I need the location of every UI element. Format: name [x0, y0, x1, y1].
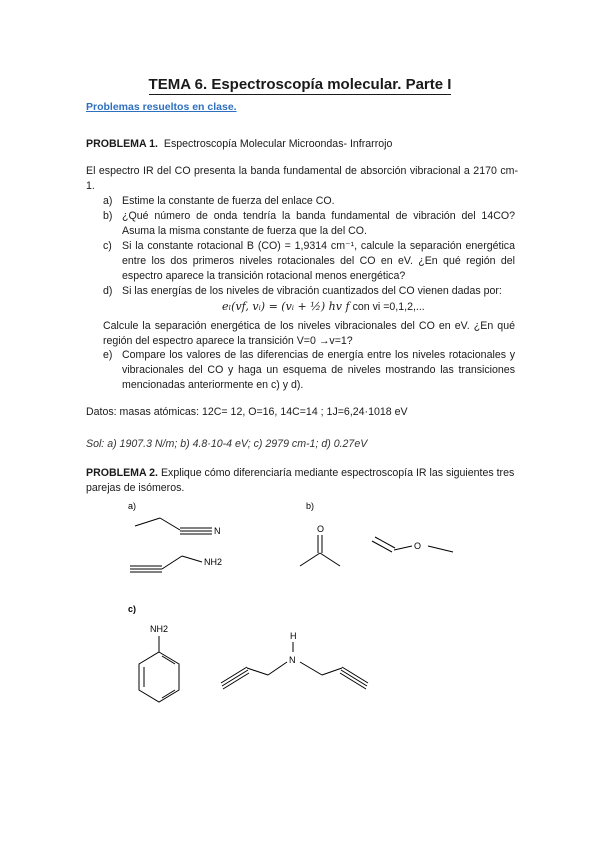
item-e-text: Compare los valores de las diferencias de energía entre los niveles rotacionales y vibracionales del CO y haga un esquema de niveles mostrando las transiciones mencionadas anteriormente en c) y d).	[122, 349, 515, 391]
problem1-intro: El espectro IR del CO presenta la banda fundamental de absorción vibracional a 2170 cm-1.	[86, 165, 518, 192]
part-b-label: b)	[306, 501, 315, 511]
page-title: TEMA 6. Espectroscopía molecular. Parte I	[148, 76, 452, 93]
problem1-calc: Calcule la separación energética de los niveles vibracionales del CO en eV. ¿En qué región del espectro aparece la transición V=0 →v=1?	[103, 320, 515, 347]
problem1-topic: Espectroscopía Molecular Microondas- Infrarrojo	[163, 138, 393, 150]
part-c-label: c)	[128, 604, 137, 614]
part-a-label: a)	[128, 501, 137, 511]
item-d-text: Si las energías de los niveles de vibración cuantizados del CO vienen dadas por:	[122, 285, 502, 297]
aniline-structure	[139, 636, 179, 702]
aniline-nh2-label: NH2	[150, 624, 169, 634]
item-d-letter: d)	[103, 285, 113, 297]
problem2-label: PROBLEMA 2.	[86, 467, 159, 479]
acetone-structure	[300, 535, 340, 566]
formula-lhs: eₗ(vf, vᵢ) = (vᵢ + ½) hv f	[222, 300, 350, 313]
item-b-letter: b)	[103, 210, 113, 222]
formula-rhs: con vi =0,1,2,...	[352, 301, 425, 313]
item-c-letter: c)	[103, 240, 112, 252]
ether-o-atom: O	[414, 541, 422, 551]
dipropargylamine-structure	[221, 642, 368, 689]
propionitrile-structure	[135, 518, 212, 534]
nitrile-n-atom: N	[214, 526, 221, 536]
amine-n-atom: N	[289, 655, 296, 665]
subtitle-link[interactable]: Problemas resueltos en clase.	[86, 101, 237, 113]
vinyl-ether-structure	[372, 537, 453, 552]
amine-h-atom: H	[290, 631, 297, 641]
solution-line: Sol: a) 1907.3 N/m; b) 4.8·10-4 eV; c) 2979 cm-1; d) 0.27eV	[86, 438, 368, 450]
data-line: Datos: masas atómicas: 12C= 12, O=16, 14C=14 ; 1J=6,24·1018 eV	[86, 406, 408, 418]
propargylamine-structure	[130, 556, 202, 572]
item-e-letter: e)	[103, 349, 113, 361]
item-b-text: ¿Qué número de onda tendría la banda fundamental de vibración del 14CO? Asuma la misma constante de fuerza que la del CO.	[122, 210, 515, 237]
carbonyl-o-atom: O	[317, 524, 325, 534]
problem2-text: Explique cómo diferenciaría mediante espectroscopía IR las siguientes tres parejas de isómeros.	[86, 467, 515, 494]
amine-nh2-label: NH2	[204, 557, 223, 567]
item-a-letter: a)	[103, 195, 113, 207]
problem1-label: PROBLEMA 1.	[86, 138, 159, 150]
item-a-text: Estime la constante de fuerza del enlace CO.	[122, 195, 335, 207]
item-c-text: Si la constante rotacional B (CO) = 1,9314 cm⁻¹, calcule la separación energética entre los dos primeros niveles rotacionales del CO en eV. ¿En qué región del espectro aparece la transición rotacional menos energética?	[122, 240, 515, 282]
